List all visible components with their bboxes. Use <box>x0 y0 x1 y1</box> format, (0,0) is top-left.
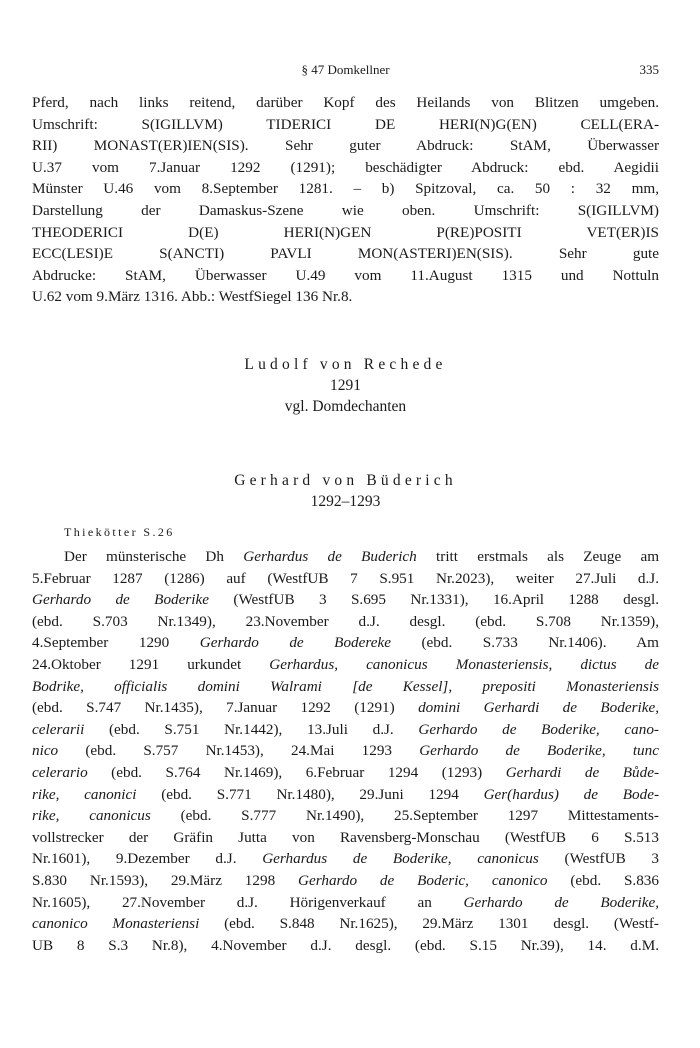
paragraph-line <box>32 568 659 590</box>
text-run: 4.September 1290 <box>32 634 200 652</box>
entry-gerhard-years: 1292–1293 <box>310 493 381 510</box>
paragraph-line: Münster U.46 vom 8.September 1281. – b) Spitzoval, ca. 50 : 32 mm, <box>32 180 659 198</box>
paragraph-line <box>32 935 659 957</box>
latin-quote: Gerhardo de Bodereke <box>199 634 391 652</box>
entry-ludolf-name: Ludolf von Rechede <box>244 356 447 373</box>
seal-description-paragraph <box>32 92 659 308</box>
latin-quote: Gerhardo de Boderike, tunc <box>419 742 659 760</box>
latin-quote: nico <box>32 742 59 760</box>
page-number: 335 <box>639 62 659 77</box>
paragraph-line: Umschrift: S(IGILLVM) TIDERICI DE HERI(N)G(EN) CELL(ERA- <box>32 115 659 133</box>
entry-ludolf-year: 1291 <box>330 377 361 394</box>
book-page <box>32 0 659 1048</box>
text-run: 24.Oktober 1291 urkundet <box>32 655 270 673</box>
text-run: (ebd. S.836 <box>547 871 659 889</box>
running-title: § 47 Domkellner <box>301 62 390 77</box>
latin-quote: Gerhardus de Buderich <box>243 548 417 565</box>
text-run: (ebd. S.777 Nr.1490), 25.September 1297 Mittestaments- <box>150 807 659 825</box>
latin-quote: rike, canonicus <box>32 807 151 825</box>
latin-quote: Gerhardo de Boderike, cano- <box>418 720 659 738</box>
paragraph-line <box>32 762 659 784</box>
latin-quote: Gerhardus de Boderike, canonicus <box>262 850 539 868</box>
paragraph-line: Darstellung der Damaskus-Szene wie oben. Umschrift: S(IGILLVM) <box>32 201 659 219</box>
paragraph-line <box>32 546 659 568</box>
text-run: (ebd. S.757 Nr.1453), 24.Mai 1293 <box>58 742 420 760</box>
paragraph-line <box>32 913 659 935</box>
latin-quote: Ger(hardus) de Bode- <box>483 785 659 803</box>
paragraph-line: U.62 vom 9.März 1316. Abb.: WestfSiegel 136 Nr.8. <box>32 288 353 306</box>
entry-gerhard-name: Gerhard von Büderich <box>234 472 457 489</box>
paragraph-line <box>32 784 659 806</box>
latin-quote: celerario <box>32 763 88 781</box>
paragraph-line <box>32 827 659 849</box>
latin-quote: Gerhardo de Boderike, <box>463 893 660 911</box>
text-run: tritt erstmals als Zeuge am <box>416 548 660 565</box>
source-citation: Thiekötter S.26 <box>64 525 175 539</box>
text-run: (ebd. S.703 Nr.1349), 23.November d.J. desgl. (ebd. S.708 Nr.1359), <box>32 612 659 630</box>
latin-quote: Gerhardo de Boderic, canonico <box>298 871 548 889</box>
text-run: Nr.1601), 9.Dezember d.J. <box>32 850 263 868</box>
paragraph-line <box>32 611 659 633</box>
paragraph-line: U.37 vom 7.Januar 1292 (1291); beschädigter Abdruck: ebd. Aegidii <box>32 158 659 176</box>
latin-quote: domini Gerhardi de Boderike, <box>418 699 659 717</box>
text-run: (WestfUB 3 <box>538 850 660 868</box>
paragraph-line <box>32 697 659 719</box>
paragraph-line: Pferd, nach links reitend, darüber Kopf des Heilands von Blitzen umgeben. <box>32 94 659 111</box>
paragraph-line <box>32 805 659 827</box>
paragraph-line: ECC(LESI)E S(ANCTI) PAVLI MON(ASTERI)EN(SIS). Sehr gute <box>32 245 659 263</box>
text-run: (WestfUB 3 S.695 Nr.1331), 16.April 1288 desgl. <box>209 591 660 609</box>
paragraph-line <box>32 654 659 676</box>
text-run: UB 8 S.3 Nr.8), 4.November d.J. desgl. (ebd. S.15 Nr.39), 14. d.M. <box>32 936 659 954</box>
paragraph-line <box>32 740 659 762</box>
paragraph-line <box>32 589 659 611</box>
latin-quote: rike, canonici <box>32 785 137 803</box>
text-run: (ebd. S.764 Nr.1469), 6.Februar 1294 (1293) <box>87 763 506 781</box>
paragraph-line <box>32 632 659 654</box>
text-run: (ebd. S.733 Nr.1406). Am <box>390 634 659 652</box>
text-run: (ebd. S.848 Nr.1625), 29.März 1301 desgl. (Westf- <box>199 915 659 933</box>
paragraph-line <box>32 676 659 698</box>
text-run: 5.Februar 1287 (1286) auf (WestfUB 7 S.951 Nr.2023), weiter 27.Juli d.J. <box>32 569 659 587</box>
entry-ludolf-reference: vgl. Domdechanten <box>284 398 407 415</box>
paragraph-line <box>32 870 659 892</box>
text-run: (ebd. S.771 Nr.1480), 29.Juni 1294 <box>136 785 484 803</box>
paragraph-line <box>32 848 659 870</box>
latin-quote: celerarii <box>32 720 85 738</box>
latin-quote: Gerhardus, canonicus Monasteriensis, dictus de <box>269 655 659 673</box>
text-run: Nr.1605), 27.November d.J. Hörigenverkauf an <box>32 893 464 911</box>
paragraph-line <box>32 892 659 914</box>
gerhard-biography-paragraph <box>32 546 659 956</box>
latin-quote: Gerhardo de Boderike <box>32 591 209 609</box>
text-run: S.830 Nr.1593), 29.März 1298 <box>32 871 299 889</box>
paragraph-line: Abdrucke: StAM, Überwasser U.49 vom 11.August 1315 und Nottuln <box>32 266 659 284</box>
text-run: (ebd. S.747 Nr.1435), 7.Januar 1292 (1291) <box>32 699 419 717</box>
latin-quote: canonico Monasteriensi <box>32 915 200 933</box>
text-run: vollstrecker der Gräfin Jutta von Ravensberg-Monschau (WestfUB 6 S.513 <box>32 828 659 846</box>
text-run: (ebd. S.751 Nr.1442), 13.Juli d.J. <box>84 720 419 738</box>
text-run: Der münsterische Dh <box>64 548 244 565</box>
paragraph-line <box>32 719 659 741</box>
latin-quote: Gerhardi de Bůde- <box>505 763 659 781</box>
paragraph-line: RII) MONAST(ER)IEN(SIS). Sehr guter Abdruck: StAM, Überwasser <box>32 137 659 155</box>
page-header <box>32 62 659 82</box>
latin-quote: Bodrike, officialis domini Walrami [de Kessel], prepositi Monasteriensis <box>32 677 659 695</box>
paragraph-line: THEODERICI D(E) HERI(N)GEN P(RE)POSITI VET(ER)IS <box>32 223 659 241</box>
